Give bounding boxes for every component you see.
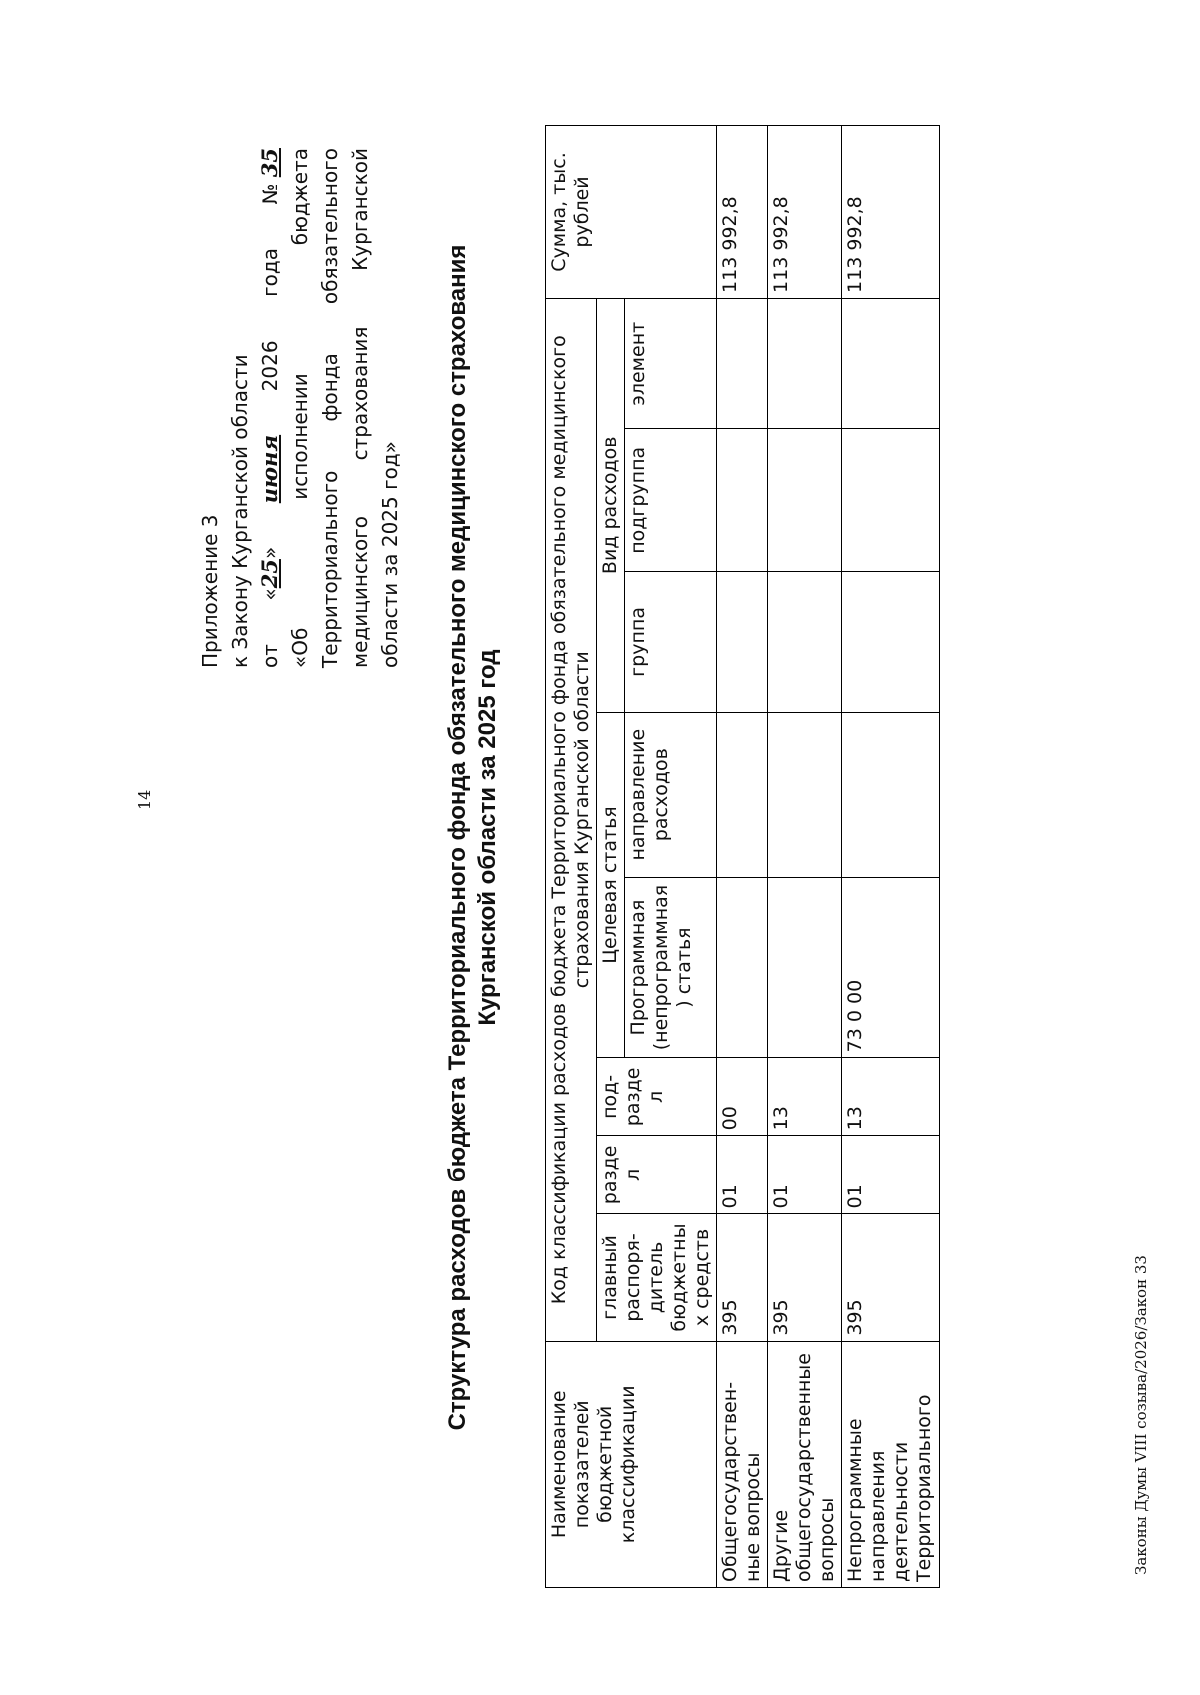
row-direction <box>717 712 768 877</box>
row-element <box>768 298 842 429</box>
appendix-word: Курганской <box>348 148 372 271</box>
appendix-line-7 <box>375 148 405 668</box>
appendix-year: 2026 <box>258 340 282 392</box>
row-program: 73 0 00 <box>842 877 940 1058</box>
document-title <box>443 125 503 1550</box>
table-row <box>768 126 842 1588</box>
table-row <box>717 126 768 1588</box>
row-manager: 395 <box>717 1214 768 1341</box>
quote-open: « <box>258 588 282 601</box>
header-section: раздел <box>597 1136 717 1214</box>
footer-note: Законы Думы VIII созыва/2026/Закон 33 <box>1132 1255 1150 1575</box>
quote-close: » <box>258 546 282 560</box>
page-number: 14 <box>135 789 154 810</box>
row-subgroup <box>842 429 940 572</box>
row-subsection: 00 <box>717 1058 768 1136</box>
header-expense-direction: направление расходов <box>625 712 717 877</box>
appendix-word: «Об <box>288 627 312 668</box>
row-sum: 113 992,8 <box>842 126 940 299</box>
appendix-text: области за 2025 год» <box>378 441 402 668</box>
row-name: Другие общегосударственные вопросы <box>768 1341 842 1587</box>
header-code-group: Код классификации расходов бюджета Территориального фонда обязательного медицинского страхования Курганской области <box>546 298 597 1341</box>
row-sum: 113 992,8 <box>768 126 842 299</box>
appendix-line-3 <box>255 148 285 668</box>
row-direction <box>768 712 842 877</box>
appendix-date-day <box>255 547 285 601</box>
appendix-word: медицинского <box>348 516 372 668</box>
header-row-1 <box>546 126 597 1588</box>
row-group <box>842 572 940 713</box>
appendix-word: Территориального <box>318 470 342 668</box>
header-name: Наименование показателей бюджетной классификации <box>546 1341 717 1587</box>
handwritten-law-number: 35 <box>257 148 282 178</box>
header-group: группа <box>625 572 717 713</box>
header-expense-type: Вид расходов <box>597 298 625 712</box>
appendix-line-5 <box>315 148 345 668</box>
handwritten-day: 25 <box>257 559 282 589</box>
appendix-line-6 <box>345 148 375 668</box>
row-section: 01 <box>768 1136 842 1214</box>
appendix-word: исполнении <box>288 373 312 500</box>
row-manager: 395 <box>842 1214 940 1341</box>
row-subgroup <box>768 429 842 572</box>
handwritten-month: июня <box>257 434 282 504</box>
header-element: элемент <box>625 298 717 429</box>
appendix-text: Приложение 3 <box>198 514 222 668</box>
row-sum: 113 992,8 <box>717 126 768 299</box>
row-program <box>768 877 842 1058</box>
header-target-article: Целевая статья <box>597 712 625 1058</box>
appendix-line-1 <box>195 148 225 668</box>
header-subgroup: подгруппа <box>625 429 717 572</box>
row-subsection: 13 <box>842 1058 940 1136</box>
row-manager: 395 <box>768 1214 842 1341</box>
appendix-line-4 <box>285 148 315 668</box>
row-element <box>842 298 940 429</box>
table-row <box>842 126 940 1588</box>
title-line-2: Курганской области за 2025 год <box>474 649 501 1026</box>
appendix-word: года <box>258 248 282 297</box>
header-program-article: Программная (непрограммная) статья <box>625 877 717 1058</box>
row-section: 01 <box>842 1136 940 1214</box>
row-name: Непрограммные направления деятельности Территориального <box>842 1341 940 1587</box>
row-name: Общегосударствен-ные вопросы <box>717 1341 768 1587</box>
header-sum: Сумма, тыс. рублей <box>546 126 717 299</box>
row-group <box>717 572 768 713</box>
expenses-table <box>545 125 940 1588</box>
header-subsection: под-раздел <box>597 1058 717 1136</box>
row-program <box>717 877 768 1058</box>
row-subgroup <box>717 429 768 572</box>
appendix-word: обязательного <box>318 148 342 305</box>
row-element <box>717 298 768 429</box>
header-manager: главный распоря-дитель бюджетных средств <box>597 1214 717 1341</box>
appendix-text: к Закону Курганской области <box>228 354 252 668</box>
law-number <box>255 148 285 204</box>
appendix-word: от <box>258 644 282 668</box>
row-subsection: 13 <box>768 1058 842 1136</box>
appendix-word: фонда <box>318 353 342 422</box>
row-section: 01 <box>717 1136 768 1214</box>
appendix-block <box>195 148 405 668</box>
appendix-word: бюджета <box>288 148 312 246</box>
number-sign: № <box>258 183 282 205</box>
title-line-1: Структура расходов бюджета Территориального фонда обязательного медицинского страхования <box>444 244 471 1431</box>
row-direction <box>842 712 940 877</box>
appendix-word: страхования <box>348 326 372 461</box>
appendix-line-2 <box>225 148 255 668</box>
row-group <box>768 572 842 713</box>
